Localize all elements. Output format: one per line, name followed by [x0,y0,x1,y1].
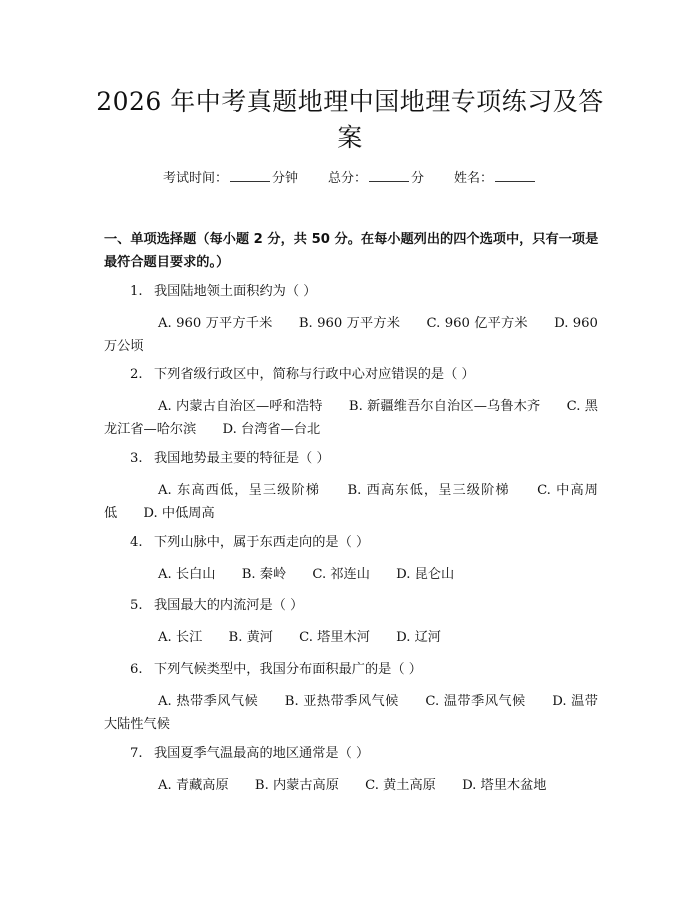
option-d: D. 温带大陆性气候 [104,694,598,732]
option-b: B. 960 万平方米 [298,316,401,331]
option-a: A. 内蒙古自治区—呼和浩特 [158,399,323,414]
question-stem-1 [104,280,598,303]
option-c: C. 黄土高原 [365,778,436,793]
option-b: B. 亚热带季风气候 [284,694,399,709]
option-d: D. 中低周高 [143,506,215,521]
question-text: 下列省级行政区中，简称与行政中心对应错误的是（ ） [154,367,475,382]
option-d: D. 960 万公顷 [104,316,598,354]
question-stem-5 [104,594,598,617]
name-blank [495,169,535,182]
time-label: 考试时间： [162,171,228,186]
time-unit: 分钟 [271,171,298,186]
question-options-2 [104,395,598,441]
section-heading: 一、单项选择题（每小题 2 分，共 50 分。在每小题列出的四个选项中，只有一项是最符合题目要求的。） [104,232,599,270]
option-d: D. 台湾省—台北 [222,422,321,437]
question-options-1 [104,312,598,358]
question-text: 我国最大的内流河是（ ） [154,598,304,613]
score-blank [369,169,409,182]
question-number: 4. [130,535,143,550]
question-options-7 [104,774,598,797]
question-number: 2. [130,367,143,382]
option-c: C. 中高周低 [104,483,598,521]
question-options-6 [104,690,598,736]
question-number: 5. [130,598,143,613]
option-d: D. 塔里木盆地 [462,778,547,793]
score-label: 总分： [327,171,367,186]
option-b: B. 秦岭 [241,567,287,582]
exam-info-line [0,169,700,188]
option-a: A. 青藏高原 [158,778,229,793]
option-a: A. 960 万平方千米 [158,316,273,331]
score-unit: 分 [411,171,425,186]
name-label: 姓名： [454,171,494,186]
question-stem-4 [104,531,598,554]
question-options-4 [104,563,598,586]
option-c: C. 塔里木河 [299,630,370,645]
question-text: 我国夏季气温最高的地区通常是（ ） [154,746,370,761]
question-options-3 [104,479,598,525]
option-a: A. 东高西低，呈三级阶梯 [158,483,321,498]
question-text: 下列山脉中，属于东西走向的是（ ） [154,535,370,550]
option-a: A. 长江 [158,630,203,645]
page-title-continued: 案 [337,123,363,152]
option-c: C. 温带季风气候 [425,694,526,709]
question-stem-7 [104,742,598,765]
option-b: B. 西高东低，呈三级阶梯 [347,483,510,498]
question-text: 我国陆地领土面积约为（ ） [154,284,317,299]
page-title: 2026 年中考真题地理中国地理专项练习及答 [96,87,604,116]
option-b: B. 新疆维吾尔自治区—乌鲁木齐 [348,399,541,414]
option-d: D. 昆仑山 [396,567,455,582]
question-options-5 [104,626,598,649]
option-a: A. 长白山 [158,567,216,582]
option-c: C. 祁连山 [312,567,370,582]
question-number: 3. [130,451,143,466]
option-a: A. 热带季风气候 [158,694,259,709]
question-stem-6 [104,658,598,681]
option-c: C. 黑龙江省—哈尔滨 [104,399,598,437]
question-text: 我国地势最主要的特征是（ ） [154,451,330,466]
option-b: B. 黄河 [228,630,273,645]
question-stem-3 [104,447,598,470]
question-number: 1. [130,284,143,299]
option-d: D. 辽河 [396,630,441,645]
question-text: 下列气候类型中，我国分布面积最广的是（ ） [154,662,422,677]
question-stem-2 [104,363,598,386]
question-number: 7. [130,746,143,761]
time-blank [230,169,270,182]
option-b: B. 内蒙古高原 [254,778,339,793]
question-number: 6. [130,662,143,677]
option-c: C. 960 亿平方米 [426,316,528,331]
